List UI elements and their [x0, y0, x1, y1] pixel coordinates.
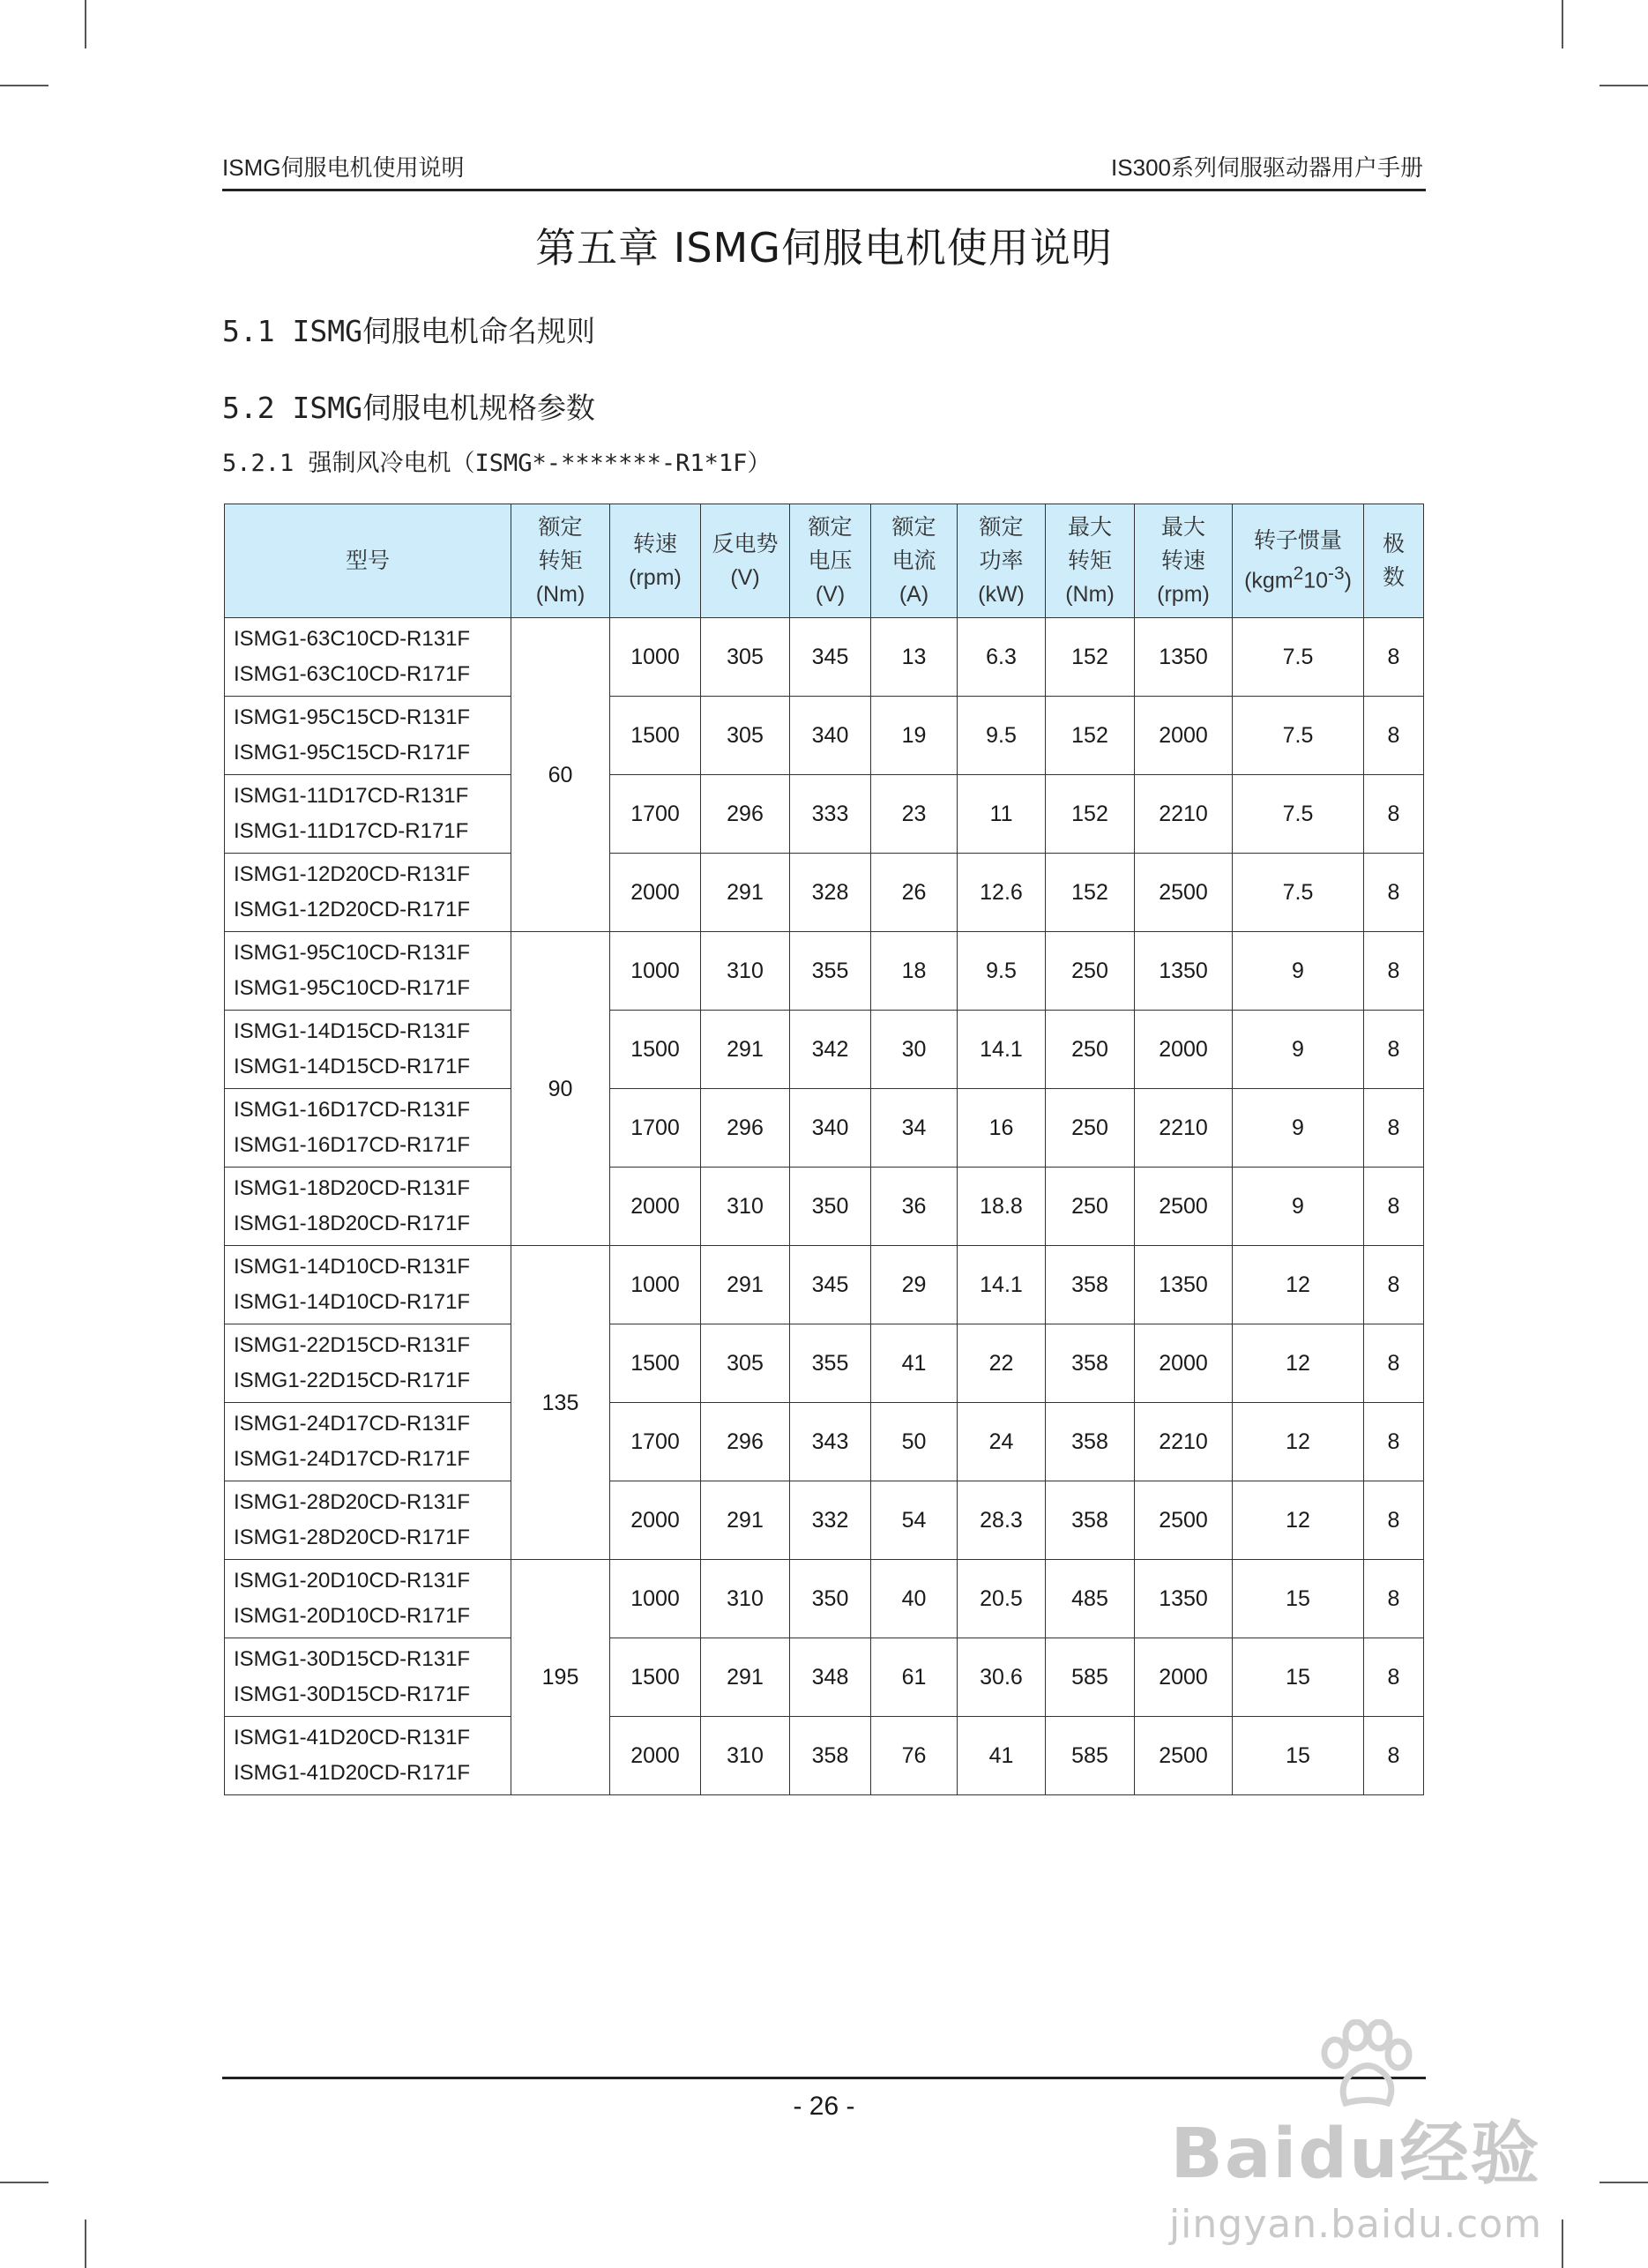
power-cell: 16	[958, 1089, 1046, 1168]
model-code-r131f: ISMG1-95C15CD-R131F	[234, 705, 471, 729]
voltage-cell: 340	[790, 697, 871, 775]
table-header-row	[225, 504, 1424, 618]
poles-cell: 8	[1364, 932, 1424, 1011]
crop-mark	[1600, 85, 1648, 86]
emf-cell: 305	[701, 697, 790, 775]
model-code-r171f: ISMG1-28D20CD-R171F	[234, 1526, 471, 1549]
model-code-r131f: ISMG1-30D15CD-R131F	[234, 1647, 471, 1671]
model-code-r171f: ISMG1-20D10CD-R171F	[234, 1604, 471, 1628]
current-cell: 23	[871, 775, 958, 854]
max-torque-cell: 152	[1046, 854, 1135, 932]
rated-torque-cell: 135	[511, 1246, 610, 1560]
watermark-url: jingyan.baidu.com	[1168, 2202, 1542, 2247]
emf-cell: 305	[701, 1324, 790, 1403]
emf-cell: 291	[701, 1246, 790, 1324]
inertia-cell: 12	[1233, 1246, 1364, 1324]
model-cell	[225, 932, 511, 1011]
poles-cell: 8	[1364, 1481, 1424, 1560]
model-code-r171f: ISMG1-14D15CD-R171F	[234, 1055, 471, 1078]
current-cell: 18	[871, 932, 958, 1011]
table-row	[225, 775, 1424, 854]
max-torque-cell: 585	[1046, 1717, 1135, 1795]
header-rated-current: 额定 电流 (A)	[871, 504, 958, 618]
max-torque-cell: 152	[1046, 697, 1135, 775]
power-cell: 20.5	[958, 1560, 1046, 1638]
power-cell: 24	[958, 1403, 1046, 1481]
inertia-cell: 9	[1233, 932, 1364, 1011]
header-max-torque: 最大 转矩 (Nm)	[1046, 504, 1135, 618]
max-speed-cell: 2210	[1135, 775, 1233, 854]
section-heading-5-2: 5.2 ISMG伺服电机规格参数	[222, 391, 595, 425]
voltage-cell: 350	[790, 1168, 871, 1246]
header-rated-power: 额定 功率 (kW)	[958, 504, 1046, 618]
table-row	[225, 1481, 1424, 1560]
voltage-cell: 343	[790, 1403, 871, 1481]
model-cell	[225, 1403, 511, 1481]
max-speed-cell: 2000	[1135, 1638, 1233, 1717]
model-cell	[225, 1324, 511, 1403]
model-code-r131f: ISMG1-18D20CD-R131F	[234, 1176, 471, 1200]
max-speed-cell: 1350	[1135, 1246, 1233, 1324]
max-speed-cell: 1350	[1135, 618, 1233, 697]
model-cell	[225, 1481, 511, 1560]
poles-cell: 8	[1364, 1324, 1424, 1403]
power-cell: 6.3	[958, 618, 1046, 697]
table-row	[225, 854, 1424, 932]
header-back-emf: 反电势 (V)	[701, 504, 790, 618]
current-cell: 50	[871, 1403, 958, 1481]
current-cell: 29	[871, 1246, 958, 1324]
power-cell: 9.5	[958, 932, 1046, 1011]
inertia-cell: 7.5	[1233, 618, 1364, 697]
speed-cell: 2000	[610, 1481, 701, 1560]
inertia-cell: 12	[1233, 1481, 1364, 1560]
model-code-r131f: ISMG1-41D20CD-R131F	[234, 1726, 471, 1749]
speed-cell: 1500	[610, 1324, 701, 1403]
table-row	[225, 1717, 1424, 1795]
header-rated-voltage: 额定 电压 (V)	[790, 504, 871, 618]
emf-cell: 291	[701, 1011, 790, 1089]
current-cell: 41	[871, 1324, 958, 1403]
speed-cell: 1700	[610, 775, 701, 854]
emf-cell: 296	[701, 1403, 790, 1481]
max-speed-cell: 2500	[1135, 1168, 1233, 1246]
header-poles: 极 数	[1364, 504, 1424, 618]
emf-cell: 296	[701, 1089, 790, 1168]
model-code-r131f: ISMG1-24D17CD-R131F	[234, 1412, 471, 1436]
model-code-r171f: ISMG1-24D17CD-R171F	[234, 1447, 471, 1471]
poles-cell: 8	[1364, 1403, 1424, 1481]
crop-mark	[85, 0, 86, 48]
model-code-r131f: ISMG1-63C10CD-R131F	[234, 627, 471, 651]
emf-cell: 310	[701, 932, 790, 1011]
current-cell: 34	[871, 1089, 958, 1168]
current-cell: 61	[871, 1638, 958, 1717]
current-cell: 19	[871, 697, 958, 775]
max-torque-cell: 250	[1046, 932, 1135, 1011]
voltage-cell: 345	[790, 618, 871, 697]
power-cell: 18.8	[958, 1168, 1046, 1246]
crop-mark	[1562, 2220, 1563, 2268]
max-torque-cell: 358	[1046, 1324, 1135, 1403]
emf-cell: 291	[701, 1638, 790, 1717]
power-cell: 22	[958, 1324, 1046, 1403]
table-row	[225, 1638, 1424, 1717]
inertia-cell: 9	[1233, 1011, 1364, 1089]
max-speed-cell: 2000	[1135, 697, 1233, 775]
speed-cell: 1700	[610, 1089, 701, 1168]
max-torque-cell: 152	[1046, 618, 1135, 697]
voltage-cell: 328	[790, 854, 871, 932]
rated-torque-cell: 60	[511, 618, 610, 932]
poles-cell: 8	[1364, 1168, 1424, 1246]
model-cell	[225, 854, 511, 932]
model-code-r171f: ISMG1-22D15CD-R171F	[234, 1369, 471, 1392]
speed-cell: 1500	[610, 1638, 701, 1717]
model-code-r131f: ISMG1-12D20CD-R131F	[234, 862, 471, 886]
speed-cell: 1700	[610, 1403, 701, 1481]
model-code-r171f: ISMG1-16D17CD-R171F	[234, 1133, 471, 1157]
poles-cell: 8	[1364, 697, 1424, 775]
voltage-cell: 350	[790, 1560, 871, 1638]
section-heading-5-1: 5.1 ISMG伺服电机命名规则	[222, 314, 595, 348]
emf-cell: 310	[701, 1560, 790, 1638]
crop-mark	[0, 85, 48, 86]
speed-cell: 1000	[610, 1246, 701, 1324]
motor-spec-table	[224, 504, 1424, 1795]
max-torque-cell: 358	[1046, 1403, 1135, 1481]
current-cell: 26	[871, 854, 958, 932]
speed-cell: 1500	[610, 697, 701, 775]
voltage-cell: 348	[790, 1638, 871, 1717]
max-torque-cell: 250	[1046, 1168, 1135, 1246]
table-row	[225, 697, 1424, 775]
header-max-speed: 最大 转速 (rpm)	[1135, 504, 1233, 618]
max-torque-cell: 250	[1046, 1011, 1135, 1089]
header-rule	[222, 189, 1426, 191]
rated-torque-cell: 90	[511, 932, 610, 1246]
inertia-cell: 7.5	[1233, 775, 1364, 854]
inertia-cell: 15	[1233, 1560, 1364, 1638]
voltage-cell: 345	[790, 1246, 871, 1324]
table-row	[225, 932, 1424, 1011]
header-rated-torque: 额定 转矩 (Nm)	[511, 504, 610, 618]
poles-cell: 8	[1364, 618, 1424, 697]
table-row	[225, 1560, 1424, 1638]
model-cell	[225, 1717, 511, 1795]
table-body	[225, 618, 1424, 1795]
header-model: 型号	[225, 504, 511, 618]
power-cell: 14.1	[958, 1011, 1046, 1089]
emf-cell: 310	[701, 1168, 790, 1246]
table-row	[225, 1324, 1424, 1403]
table-row	[225, 1011, 1424, 1089]
crop-mark	[1600, 2182, 1648, 2183]
voltage-cell: 340	[790, 1089, 871, 1168]
max-speed-cell: 2500	[1135, 854, 1233, 932]
max-torque-cell: 485	[1046, 1560, 1135, 1638]
emf-cell: 291	[701, 854, 790, 932]
model-cell	[225, 1089, 511, 1168]
header-speed: 转速 (rpm)	[610, 504, 701, 618]
max-torque-cell: 152	[1046, 775, 1135, 854]
max-speed-cell: 1350	[1135, 1560, 1233, 1638]
poles-cell: 8	[1364, 1638, 1424, 1717]
model-code-r171f: ISMG1-14D10CD-R171F	[234, 1290, 471, 1314]
max-torque-cell: 585	[1046, 1638, 1135, 1717]
emf-cell: 296	[701, 775, 790, 854]
power-cell: 9.5	[958, 697, 1046, 775]
current-cell: 40	[871, 1560, 958, 1638]
table-row	[225, 1246, 1424, 1324]
emf-cell: 310	[701, 1717, 790, 1795]
model-code-r171f: ISMG1-41D20CD-R171F	[234, 1761, 471, 1785]
running-header-left: ISMG伺服电机使用说明	[222, 154, 465, 181]
max-speed-cell: 2000	[1135, 1011, 1233, 1089]
voltage-cell: 355	[790, 1324, 871, 1403]
rated-torque-cell: 195	[511, 1560, 610, 1795]
inertia-cell: 12	[1233, 1403, 1364, 1481]
chapter-title: 第五章 ISMG伺服电机使用说明	[535, 224, 1113, 272]
model-code-r171f: ISMG1-30D15CD-R171F	[234, 1682, 471, 1706]
model-code-r131f: ISMG1-16D17CD-R131F	[234, 1098, 471, 1122]
max-speed-cell: 2210	[1135, 1089, 1233, 1168]
current-cell: 76	[871, 1717, 958, 1795]
model-code-r171f: ISMG1-18D20CD-R171F	[234, 1212, 471, 1235]
model-code-r131f: ISMG1-11D17CD-R131F	[234, 784, 469, 808]
speed-cell: 2000	[610, 854, 701, 932]
max-speed-cell: 1350	[1135, 932, 1233, 1011]
model-code-r131f: ISMG1-14D10CD-R131F	[234, 1255, 471, 1279]
table-row	[225, 618, 1424, 697]
model-cell	[225, 1638, 511, 1717]
poles-cell: 8	[1364, 1717, 1424, 1795]
baidu-watermark	[1168, 2019, 1542, 2247]
model-code-r171f: ISMG1-63C10CD-R171F	[234, 662, 471, 686]
inertia-cell: 7.5	[1233, 854, 1364, 932]
poles-cell: 8	[1364, 854, 1424, 932]
inertia-cell: 15	[1233, 1717, 1364, 1795]
speed-cell: 2000	[610, 1168, 701, 1246]
table-row	[225, 1168, 1424, 1246]
model-code-r131f: ISMG1-22D15CD-R131F	[234, 1333, 471, 1357]
table-row	[225, 1089, 1424, 1168]
power-cell: 41	[958, 1717, 1046, 1795]
inertia-cell: 9	[1233, 1168, 1364, 1246]
speed-cell: 1000	[610, 932, 701, 1011]
model-code-r131f: ISMG1-14D15CD-R131F	[234, 1019, 471, 1043]
poles-cell: 8	[1364, 1560, 1424, 1638]
crop-mark	[0, 2182, 48, 2183]
running-header-right: IS300系列伺服驱动器用户手册	[1111, 154, 1423, 181]
current-cell: 13	[871, 618, 958, 697]
model-cell	[225, 618, 511, 697]
voltage-cell: 333	[790, 775, 871, 854]
power-cell: 30.6	[958, 1638, 1046, 1717]
current-cell: 54	[871, 1481, 958, 1560]
speed-cell: 1000	[610, 618, 701, 697]
inertia-cell: 7.5	[1233, 697, 1364, 775]
crop-mark	[1562, 0, 1563, 48]
max-torque-cell: 250	[1046, 1089, 1135, 1168]
table-row	[225, 1403, 1424, 1481]
max-speed-cell: 2500	[1135, 1481, 1233, 1560]
speed-cell: 1000	[610, 1560, 701, 1638]
model-code-r171f: ISMG1-95C10CD-R171F	[234, 976, 471, 1000]
current-cell: 30	[871, 1011, 958, 1089]
poles-cell: 8	[1364, 1089, 1424, 1168]
model-cell	[225, 1168, 511, 1246]
model-code-r131f: ISMG1-20D10CD-R131F	[234, 1569, 471, 1593]
voltage-cell: 358	[790, 1717, 871, 1795]
max-torque-cell: 358	[1046, 1481, 1135, 1560]
poles-cell: 8	[1364, 1246, 1424, 1324]
speed-cell: 2000	[610, 1717, 701, 1795]
power-cell: 11	[958, 775, 1046, 854]
model-code-r171f: ISMG1-11D17CD-R171F	[234, 819, 469, 843]
model-cell	[225, 1011, 511, 1089]
max-torque-cell: 358	[1046, 1246, 1135, 1324]
model-cell	[225, 697, 511, 775]
crop-mark	[85, 2220, 86, 2268]
voltage-cell: 342	[790, 1011, 871, 1089]
voltage-cell: 332	[790, 1481, 871, 1560]
max-speed-cell: 2000	[1135, 1324, 1233, 1403]
inertia-cell: 15	[1233, 1638, 1364, 1717]
power-cell: 14.1	[958, 1246, 1046, 1324]
power-cell: 28.3	[958, 1481, 1046, 1560]
inertia-cell: 12	[1233, 1324, 1364, 1403]
emf-cell: 291	[701, 1481, 790, 1560]
model-cell	[225, 775, 511, 854]
max-speed-cell: 2500	[1135, 1717, 1233, 1795]
current-cell: 36	[871, 1168, 958, 1246]
watermark-logo: Baidu经验	[1170, 2115, 1541, 2194]
model-code-r131f: ISMG1-28D20CD-R131F	[234, 1490, 471, 1514]
model-cell	[225, 1560, 511, 1638]
model-code-r131f: ISMG1-95C10CD-R131F	[234, 941, 471, 965]
poles-cell: 8	[1364, 1011, 1424, 1089]
header-rotor-inertia: 转子惯量 $(kgm^210^{-3})$	[1233, 504, 1364, 618]
max-speed-cell: 2210	[1135, 1403, 1233, 1481]
poles-cell: 8	[1364, 775, 1424, 854]
power-cell: 12.6	[958, 854, 1046, 932]
voltage-cell: 355	[790, 932, 871, 1011]
speed-cell: 1500	[610, 1011, 701, 1089]
model-cell	[225, 1246, 511, 1324]
subsection-heading-5-2-1: 5.2.1 强制风冷电机（ISMG*-*******-R1*1F）	[222, 450, 772, 477]
model-code-r171f: ISMG1-12D20CD-R171F	[234, 898, 471, 921]
inertia-cell: 9	[1233, 1089, 1364, 1168]
model-code-r171f: ISMG1-95C15CD-R171F	[234, 741, 471, 765]
page-number: - 26 -	[793, 2092, 855, 2121]
emf-cell: 305	[701, 618, 790, 697]
